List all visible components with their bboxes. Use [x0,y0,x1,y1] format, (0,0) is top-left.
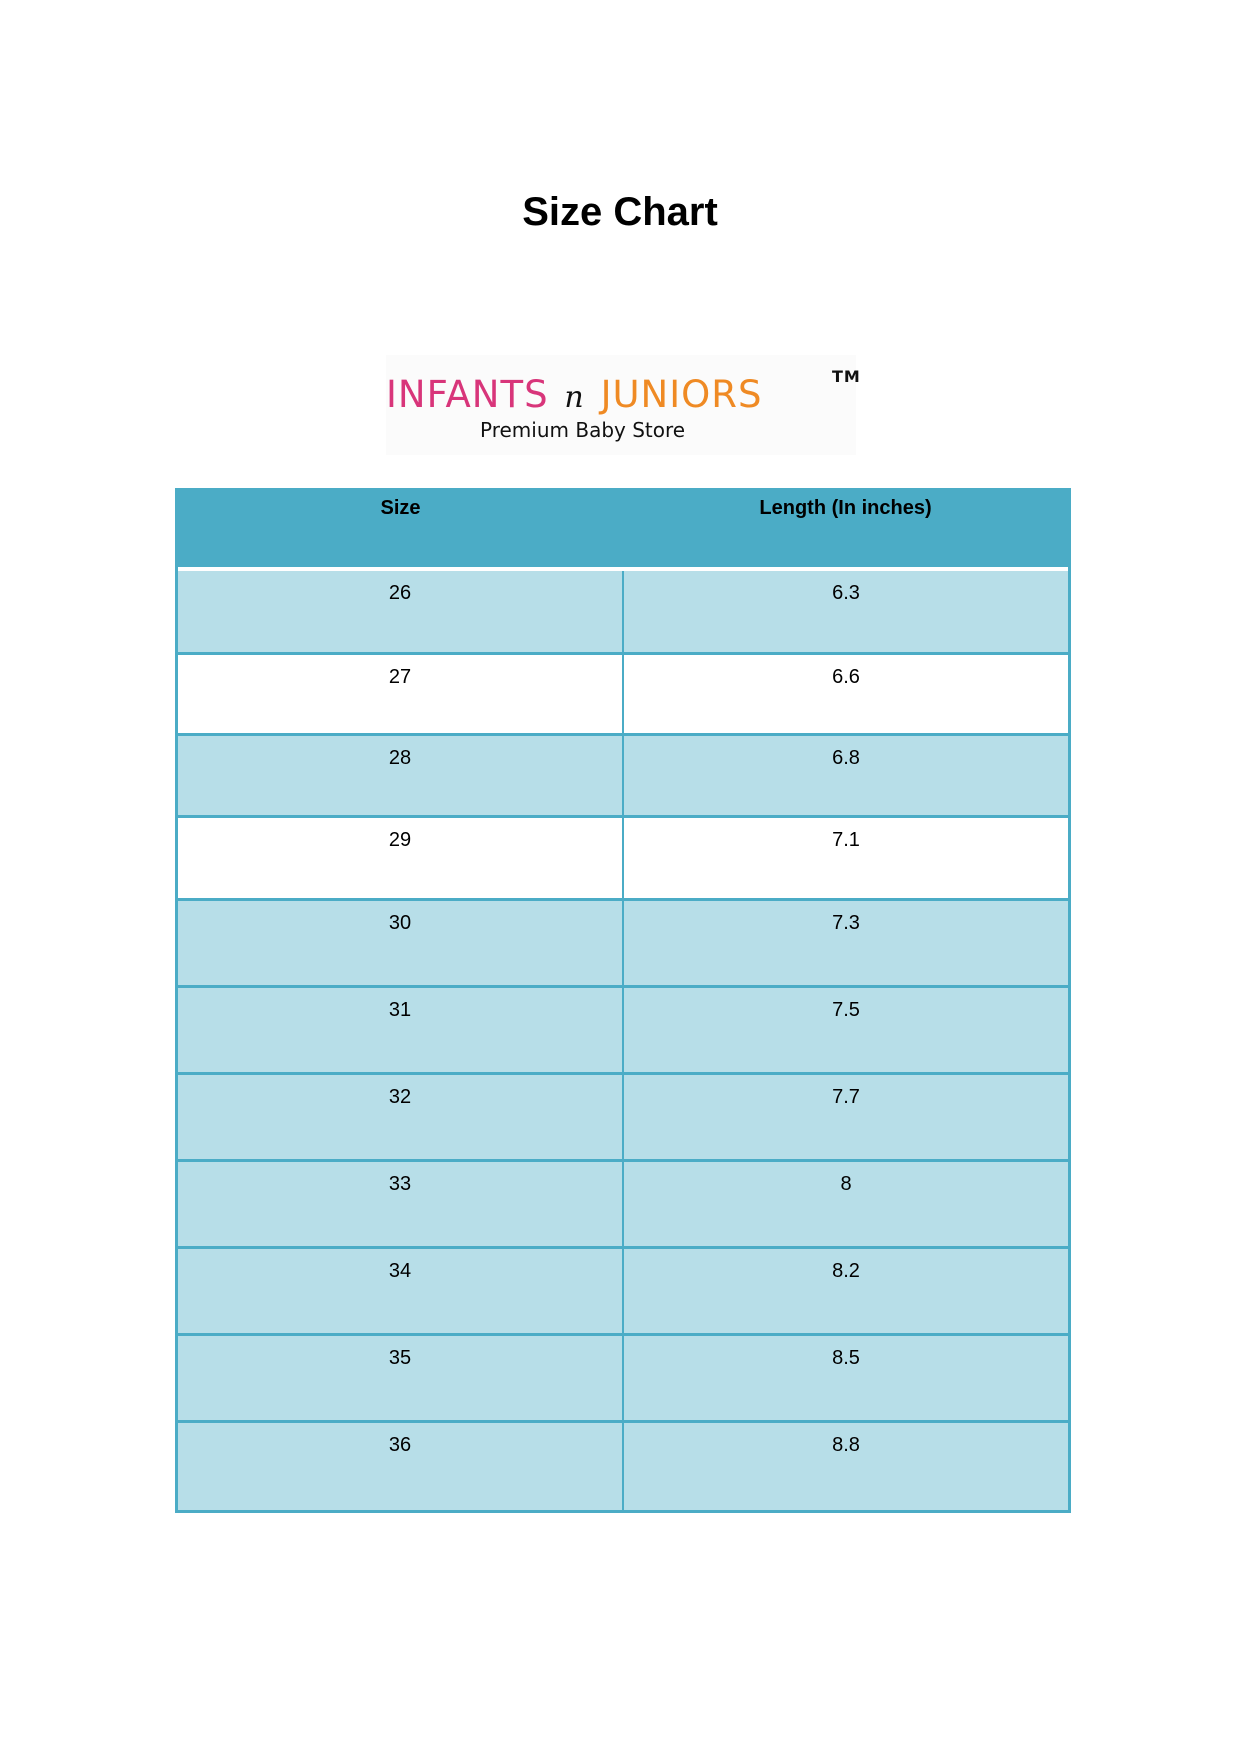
length-cell: 8.2 [832,1260,860,1282]
table-body [178,571,1068,1510]
size-cell: 29 [178,818,624,898]
page-title: Size Chart [522,190,718,234]
logo-trademark: TM [832,367,861,386]
length-cell: 7.5 [832,999,860,1021]
size-cell: 30 [178,901,624,985]
table-row [178,818,1068,901]
logo-word-juniors: JUNIORS [600,373,763,416]
table-row [178,1249,1068,1336]
logo-word-infants: INFANTS [386,373,549,416]
table-header-row [178,488,1068,571]
table-row [178,655,1068,736]
header-size: Size [380,497,421,519]
size-cell: 35 [178,1336,624,1420]
length-cell: 7.1 [832,829,860,851]
length-cell: 8.8 [832,1434,860,1456]
size-cell: 33 [178,1162,624,1246]
length-cell: 6.8 [832,747,860,769]
brand-logo [386,355,861,455]
table-row [178,1075,1068,1162]
length-cell: 8 [840,1173,852,1195]
size-cell: 31 [178,988,624,1072]
table-row [178,1162,1068,1249]
table-row [178,901,1068,988]
logo-connector: n [564,380,585,415]
length-cell: 6.3 [832,582,860,604]
table-row [178,571,1068,655]
size-cell: 32 [178,1075,624,1159]
size-table [175,488,1071,1513]
size-cell: 34 [178,1249,624,1333]
size-cell: 26 [178,571,624,652]
logo-tagline: Premium Baby Store [480,418,686,442]
table-row [178,1423,1068,1510]
size-cell: 27 [178,655,624,733]
table-row [178,988,1068,1075]
length-cell: 6.6 [832,666,860,688]
length-cell: 7.7 [832,1086,860,1108]
length-cell: 7.3 [832,912,860,934]
header-length: Length (In inches) [759,497,932,519]
table-row [178,736,1068,818]
logo-wordmark [386,373,762,420]
table-row [178,1336,1068,1423]
length-cell: 8.5 [832,1347,860,1369]
size-cell: 28 [178,736,624,815]
size-cell: 36 [178,1423,624,1510]
